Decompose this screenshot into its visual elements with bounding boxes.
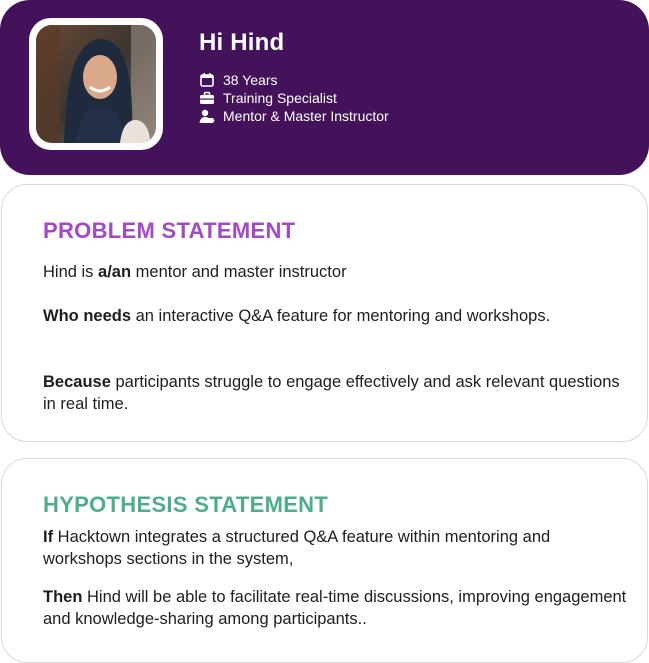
hypothesis-heading: HYPOTHESIS STATEMENT [43, 492, 329, 517]
greeting-heading: Hi Hind [199, 29, 285, 56]
briefcase-icon [199, 90, 215, 106]
hypothesis-line-1-text: Hacktown integrates a structured Q&A feature within mentoring and workshops sections in the system, [43, 528, 551, 568]
hypothesis-line-1 [43, 526, 628, 570]
role-row [199, 89, 389, 107]
problem-heading: PROBLEM STATEMENT [43, 218, 296, 243]
title-row [199, 107, 389, 125]
problem-line-2-bold: Who needs [43, 307, 132, 325]
hypothesis-line-1-bold: If [43, 528, 54, 546]
age-text: 38 Years [223, 72, 278, 88]
problem-line-1 [43, 261, 628, 283]
problem-line-2-text: an interactive Q&A feature for mentoring and workshops. [131, 307, 551, 325]
age-row [199, 71, 389, 89]
person-tag-icon [199, 108, 215, 124]
problem-line-1-suffix: mentor and master instructor [131, 263, 347, 281]
hypothesis-line-2 [43, 586, 628, 630]
hypothesis-line-2-bold: Then [43, 588, 83, 606]
problem-line-1-prefix: Hind is [43, 263, 99, 281]
title-text: Mentor & Master Instructor [223, 108, 389, 124]
problem-line-3-bold: Because [43, 373, 111, 391]
profile-header [0, 0, 649, 175]
problem-line-2 [43, 305, 628, 327]
problem-line-3 [43, 371, 628, 415]
problem-line-3-text: participants struggle to engage effectively and ask relevant questions in real time. [43, 373, 620, 413]
hypothesis-statement-card [1, 458, 648, 663]
problem-line-1-bold: a/an [98, 263, 132, 281]
hypothesis-line-2-text: Hind will be able to facilitate real-time discussions, improving engagement and knowledge-sharing among participants.. [43, 588, 627, 628]
profile-info-list [199, 71, 389, 125]
role-text: Training Specialist [223, 90, 337, 106]
calendar-icon [199, 72, 215, 88]
avatar-frame [29, 18, 163, 150]
avatar [36, 25, 156, 143]
problem-statement-card [1, 184, 648, 442]
